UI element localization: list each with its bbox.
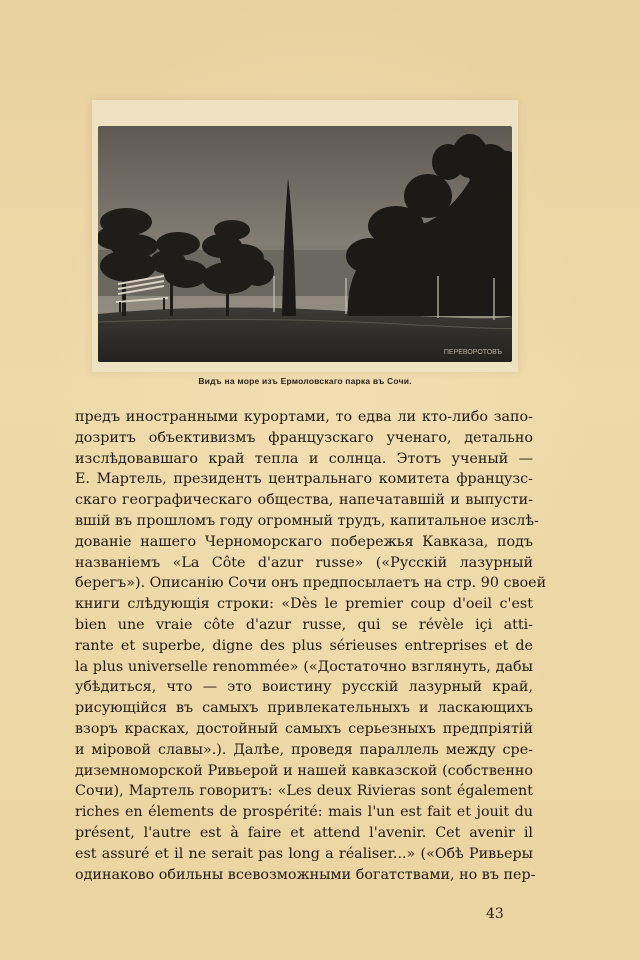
- text-line: bien une vraie côte d'azur russe, qui se révèle içi atti-: [75, 616, 533, 633]
- text-line: предъ иностранными курортами, то едва ли кто-либо запо-: [75, 409, 533, 425]
- text-line: одинаково обильны всевозможными богатствами, но въ пер-: [75, 866, 536, 883]
- text-line: Е. Мартель, президентъ центральнаго комитета французс-: [75, 471, 533, 488]
- text-line: диземноморской Ривьерой и нашей кавказской (собственно: [75, 762, 533, 779]
- text-line: берегъ»). Описанію Сочи онъ предпосылаетъ на стр. 90 своей: [75, 575, 547, 592]
- text-line: Сочи), Мартель говоритъ: «Les deux Rivieras sont également: [75, 783, 533, 800]
- text-line: и міровой славы».). Далѣе, проведя параллель между сре-: [75, 741, 533, 758]
- photo-frame: [92, 100, 518, 372]
- text-line: рисующійся въ самыхъ привлекательныхъ и ласкающихъ: [75, 700, 533, 717]
- photograph-sea-view-image: [98, 126, 512, 362]
- text-line: la plus universelle renommée» («Достаточно взглянуть, дабы: [75, 658, 533, 675]
- text-line: взоръ красках, достойный самыхъ серьезныхъ предпріятій: [75, 720, 533, 737]
- text-line: вшій въ прошломъ году огромный трудъ, капитальное изслѣ-: [75, 512, 539, 529]
- text-line: названіемъ «La Côte d'azur russe» («Русскій лазурный: [75, 554, 533, 571]
- text-line: изслѣдовавшаго край тепла и солнца. Этотъ ученый —: [75, 450, 533, 467]
- text-line: дованіе нашего Черноморскаго побережья Кавказа, подъ: [75, 533, 533, 550]
- photo-caption: Видъ на море изъ Ермоловскаго парка въ Сочи.: [198, 376, 412, 386]
- photograph-sea-view: [98, 126, 512, 362]
- text-line: книги слѣдующія строки: «Dès le premier coup d'oeil c'est: [75, 596, 533, 613]
- text-line: дозритъ объективизмъ французскаго ученаго, детально: [75, 429, 533, 446]
- body-text: [75, 407, 547, 885]
- page-number: 43: [486, 906, 504, 922]
- text-line: riches en élements de prospérité: mais l'un est fait et jouit du: [75, 804, 533, 821]
- text-line: présent, l'autre est à faire et attend l'avenir. Cet avenir il: [75, 824, 533, 841]
- photo-watermark: ПЕРЕВОРОТОВЪ: [443, 349, 502, 356]
- text-line: скаго географическаго общества, напечатавшій и выпусти-: [75, 492, 533, 509]
- text-line: est assuré et il ne serait pas long a réaliser...» («Обѣ Ривьеры: [75, 845, 533, 862]
- text-line: rante et superbe, digne des plus sérieuses entreprises et de: [75, 637, 533, 654]
- text-line: убѣдиться, что — это воистину русскій лазурный край,: [75, 679, 533, 696]
